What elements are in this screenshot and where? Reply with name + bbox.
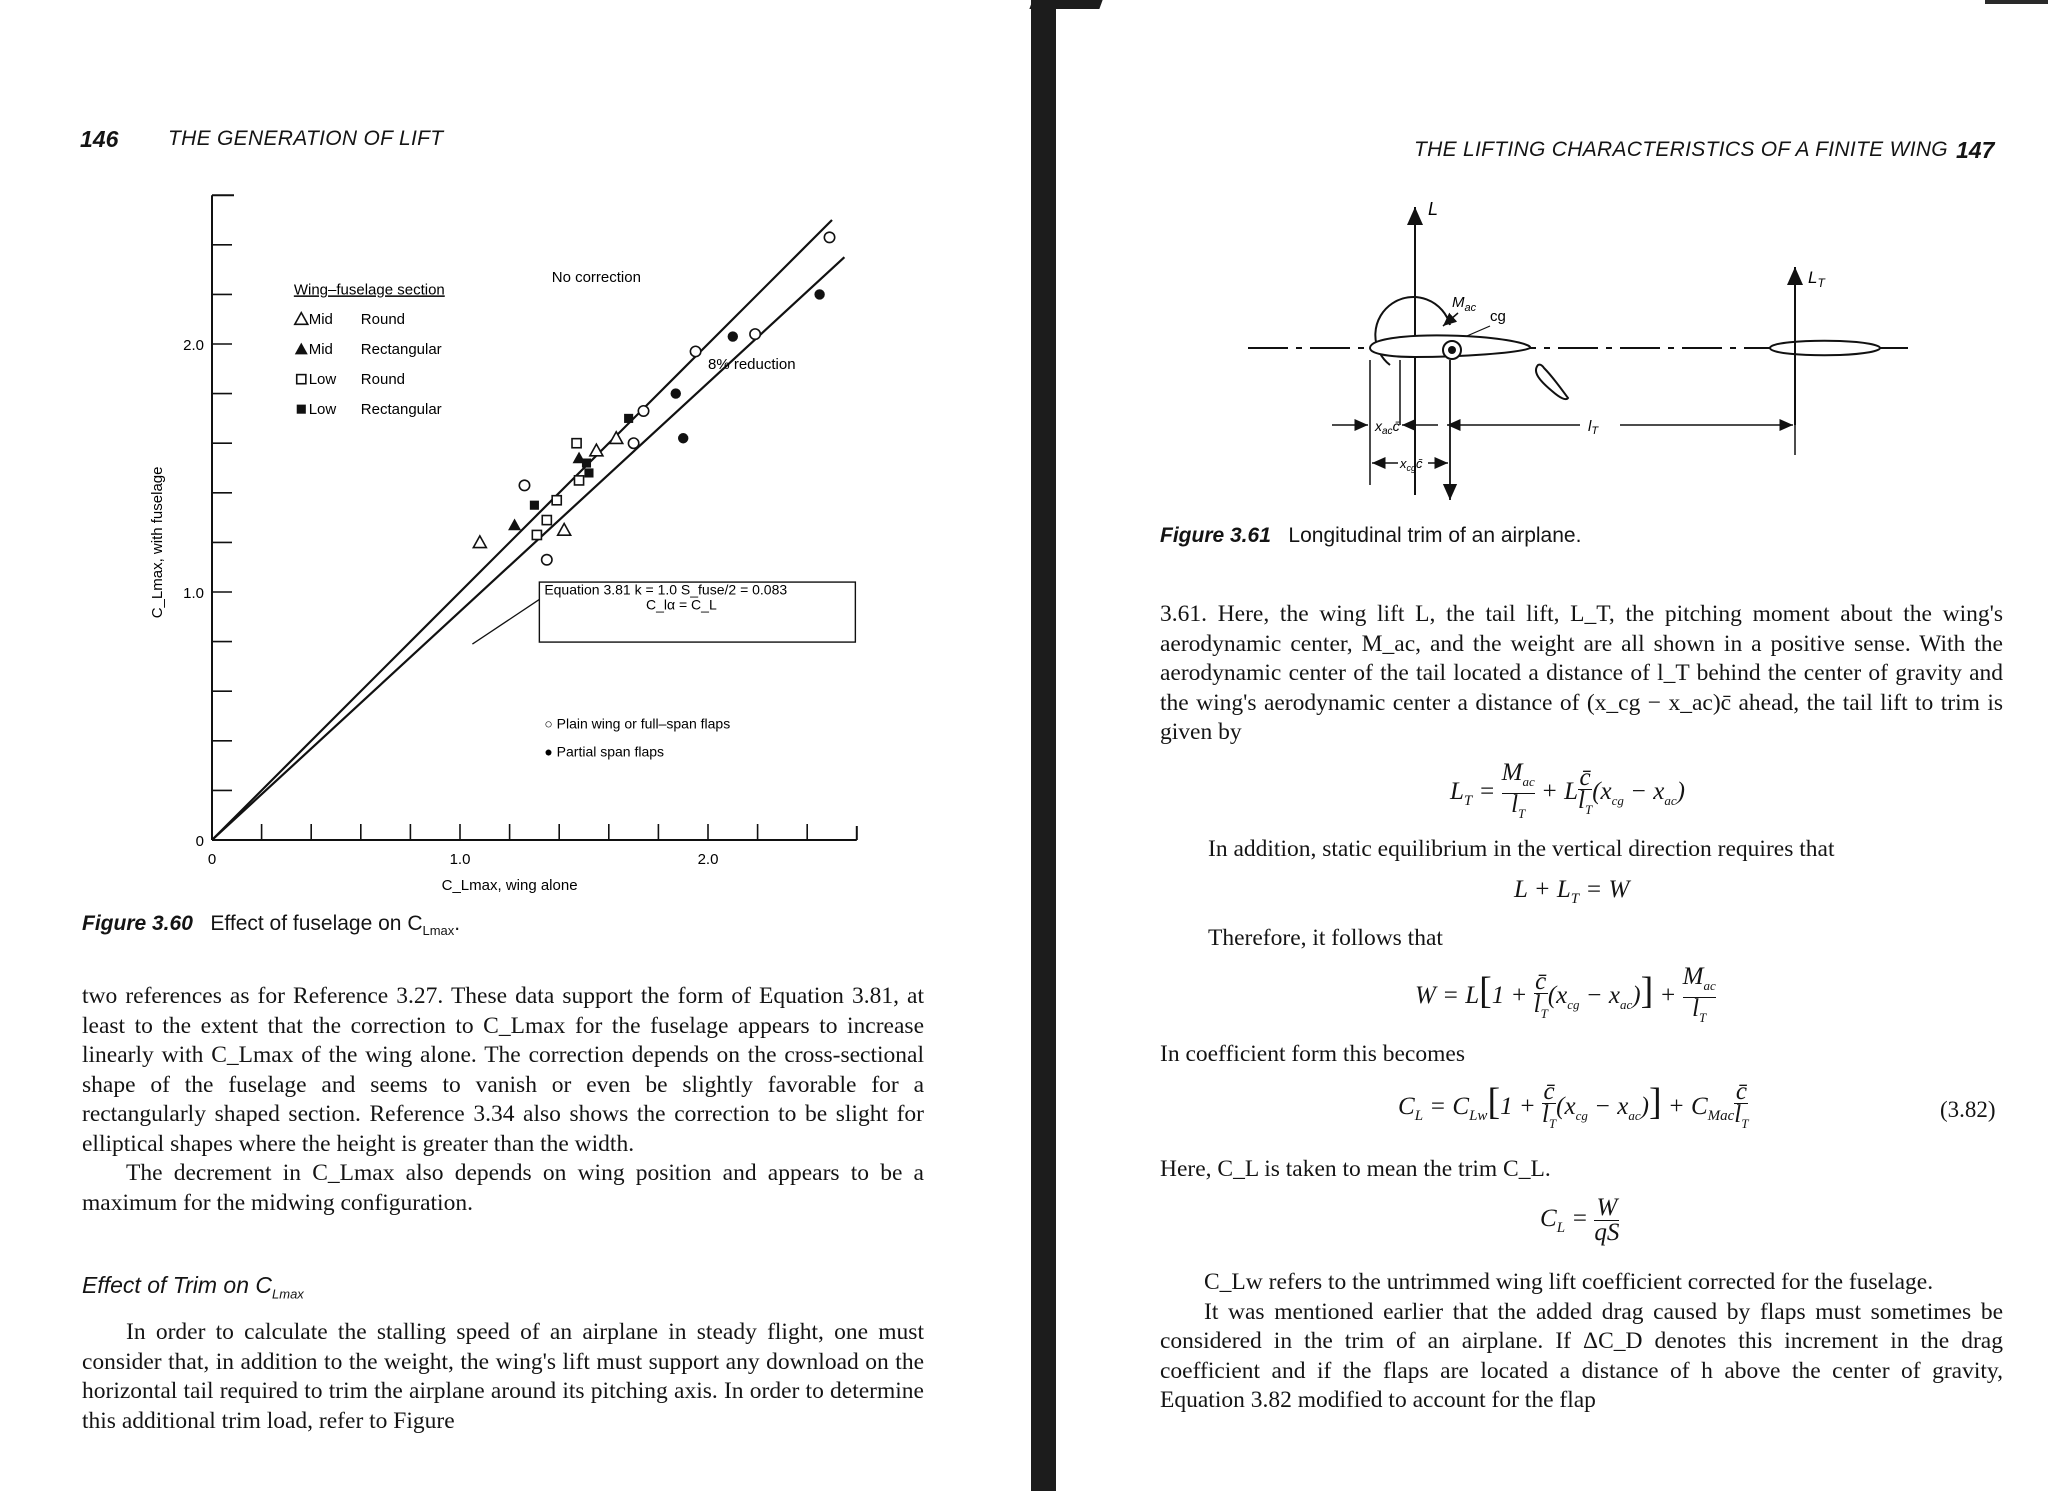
filled-circle-point bbox=[728, 331, 738, 341]
x-tick-label: 2.0 bbox=[697, 851, 719, 868]
right-text-3: Therefore, it follows that bbox=[1208, 925, 1443, 951]
equation-box-leader bbox=[472, 599, 539, 644]
open-circle-point bbox=[750, 329, 760, 339]
legend-position: Mid bbox=[308, 311, 333, 329]
figure-caption-3-60 bbox=[82, 912, 460, 938]
equation-weight: W = L[1 + $\frac{c̄}{l_T}$ $(x_{cg} - x_{ac})$] + $M_{ac}$ $l_T$ bbox=[1415, 963, 1716, 1025]
filled-square-point bbox=[582, 458, 591, 467]
right-paragraph-6: C_Lw refers to the untrimmed wing lift coefficient corrected for the fuselage. bbox=[1204, 1269, 1934, 1295]
section-heading-text: Effect of Trim on C bbox=[82, 1272, 273, 1298]
legend-position: Low bbox=[308, 371, 337, 389]
right-text-5: Here, C_L is taken to mean the trim C_L. bbox=[1160, 1156, 1551, 1182]
equation-tail-lift: $L_T$ = $M_{ac}$ $l_T$ + L $\frac{c̄}{l_T}$ $(x_{cg} - x_{ac})$ bbox=[1450, 759, 1685, 821]
section-heading bbox=[82, 1272, 304, 1302]
left-paragraph-3: In order to calculate the stalling speed of an airplane in steady flight, one must consider that, in addition to the weight, the wing's lift must support any download on the horizontal tail required to trim the airplane around its pitching axis. In order to determine this additional trim load, refer to Figure bbox=[82, 1319, 924, 1434]
figure-label-right: Figure 3.61 bbox=[1160, 524, 1271, 547]
fuselage-effect-chart bbox=[140, 180, 880, 900]
filled-square-point bbox=[624, 414, 633, 423]
legend-shape: Rectangular bbox=[360, 341, 442, 359]
xac-label: $x_{ac}c̄$ bbox=[1375, 418, 1400, 437]
figure-caption-text: Effect of fuselage on C bbox=[210, 912, 423, 935]
section-heading-sub: Lmax bbox=[272, 1286, 304, 1302]
tail-airfoil bbox=[1770, 341, 1880, 355]
left-body-text bbox=[82, 982, 924, 1218]
open-circle-point bbox=[638, 406, 648, 416]
open-square-point bbox=[542, 516, 551, 525]
y-tick-label: 1.0 bbox=[183, 585, 204, 602]
y-axis-label: C_Lmax, with fuselage bbox=[149, 466, 166, 619]
open-circle-point bbox=[690, 346, 700, 356]
scan-corner-mark bbox=[1985, 0, 2048, 4]
right-paragraph-7: It was mentioned earlier that the added drag caused by flaps must sometimes be considered in the trim of an airplane. If ΔC_D denotes this increment in the drag coefficient and if the flaps are located a distance of h above the center of gravity, Equation 3.82 modified to account for the flap bbox=[1160, 1298, 2003, 1413]
legend-shape: Round bbox=[360, 371, 406, 389]
equation-equilibrium: $L + L_T = W$ bbox=[1514, 876, 1630, 907]
open-circle-point bbox=[824, 232, 834, 242]
reduction-label: 8% reduction bbox=[708, 355, 796, 373]
left-body-text-2 bbox=[82, 1318, 924, 1436]
filled-square-point bbox=[297, 405, 306, 414]
reference-line-0 bbox=[212, 220, 832, 840]
flap-airfoil bbox=[1536, 365, 1568, 400]
open-square-point bbox=[574, 476, 583, 485]
filled-circle-point bbox=[678, 433, 688, 443]
x-tick-label: 1.0 bbox=[449, 851, 471, 868]
flap-legend-entry: ○ Plain wing or full–span flaps bbox=[544, 715, 731, 732]
legend-title: Wing–fuselage section bbox=[293, 281, 445, 299]
figure-caption-text-right: Longitudinal trim of an airplane. bbox=[1288, 524, 1582, 547]
filled-square-point bbox=[530, 501, 539, 510]
running-head-left: THE GENERATION OF LIFT bbox=[168, 127, 444, 150]
filled-circle-point bbox=[814, 289, 824, 299]
x-axis-label: C_Lmax, wing alone bbox=[441, 877, 578, 894]
y-tick-label: 0 bbox=[195, 833, 204, 850]
right-paragraph-1: 3.61. Here, the wing lift L, the tail lift, L_T, the pitching moment about the wing's aerodynamic center, M_ac, and the weight are all shown in a positive sense. With the aerodynamic center of the tail located a distance of l_T behind the center of gravity and the wing's aerodynamic center a distance of (x_cg − x_ac)c̄ ahead, the tail lift to trim is given by bbox=[1160, 601, 2003, 745]
open-circle-point bbox=[542, 555, 552, 565]
filled-square-point bbox=[584, 468, 593, 477]
tail-lift-label: $L_T$ bbox=[1808, 268, 1825, 290]
figure-caption-end: . bbox=[454, 912, 461, 935]
x-tick-label: 0 bbox=[207, 851, 217, 868]
no-correction-label: No correction bbox=[551, 269, 641, 286]
open-square-point bbox=[297, 375, 306, 384]
legend-position: Low bbox=[308, 401, 337, 419]
left-paragraph-1: two references as for Reference 3.27. These data support the form of Equation 3.81, at least to the extent that the correction to C_Lmax for the fuselage appears to increase linearly with C_Lmax of the wing alone. The correction depends on the cross-sectional shape of the fuselage and seems to vanish or even be slightly favorable for a rectangularly shaped section. Reference 3.34 also shows the correction to be slight for elliptical shapes where the height is greater than the width. bbox=[82, 983, 924, 1157]
flap-legend-entry: ● Partial span flaps bbox=[544, 743, 665, 760]
cg-label: cg bbox=[1490, 308, 1506, 325]
reference-line-1 bbox=[212, 257, 844, 840]
equation-number: (3.82) bbox=[1940, 1097, 1996, 1122]
legend-shape: Rectangular bbox=[360, 401, 442, 419]
page-gutter bbox=[1031, 0, 1056, 1491]
longitudinal-trim-diagram bbox=[1240, 195, 1920, 515]
figure-caption-sub: Lmax bbox=[422, 923, 455, 939]
open-triangle-point bbox=[295, 313, 308, 325]
xcg-label: $x_{cg}c̄$ bbox=[1400, 456, 1423, 473]
open-circle-point bbox=[628, 438, 638, 448]
gutter-top-edge bbox=[1029, 0, 1102, 9]
filled-triangle-point bbox=[295, 343, 308, 355]
page-number-left: 146 bbox=[80, 126, 119, 152]
open-square-point bbox=[552, 496, 561, 505]
equation-box-line-2: C_lα = C_L bbox=[646, 596, 717, 613]
open-triangle-point bbox=[558, 524, 571, 536]
open-square-point bbox=[532, 530, 541, 539]
open-triangle-point bbox=[473, 536, 486, 548]
filled-circle-point bbox=[671, 388, 681, 398]
page-number-right: 147 bbox=[1956, 137, 1995, 163]
figure-caption-3-61 bbox=[1160, 524, 1581, 548]
filled-triangle-point bbox=[508, 519, 521, 531]
y-tick-label: 2.0 bbox=[183, 337, 204, 354]
equation-lift-coefficient: $C_L$ = $\frac{W}{qS}$ bbox=[1540, 1194, 1620, 1246]
right-text-4: In coefficient form this becomes bbox=[1160, 1041, 1465, 1067]
open-square-point bbox=[572, 439, 581, 448]
right-text-2: In addition, static equilibrium in the vertical direction requires that bbox=[1208, 836, 1835, 862]
legend-shape: Round bbox=[360, 311, 406, 329]
lift-label: L bbox=[1428, 199, 1439, 219]
right-body-text-end bbox=[1160, 1268, 2003, 1416]
figure-label: Figure 3.60 bbox=[82, 912, 193, 935]
legend-position: Mid bbox=[308, 341, 333, 359]
chart-reference-lines bbox=[212, 220, 844, 840]
open-triangle-point bbox=[610, 432, 623, 444]
tail-arm-label: $l_T$ bbox=[1588, 418, 1599, 437]
equation-box-line-1: Equation 3.81 k = 1.0 S_fuse/2 = 0.083 bbox=[544, 581, 788, 598]
open-circle-point bbox=[519, 480, 529, 490]
equation-coefficient: $C_L = C_{Lw}[1$ + $\frac{c̄}{l_T}$ $(x_{cg} - x_{ac})] + C_{Mac}$ $\frac{c̄}{l_T}$ bbox=[1398, 1078, 1749, 1132]
running-head-right: THE LIFTING CHARACTERISTICS OF A FINITE WING bbox=[1414, 138, 1948, 161]
moment-label: $M_{ac}$ bbox=[1452, 294, 1477, 314]
left-paragraph-2: The decrement in C_Lmax also depends on wing position and appears to be a maximum for the midwing configuration. bbox=[82, 1160, 924, 1216]
